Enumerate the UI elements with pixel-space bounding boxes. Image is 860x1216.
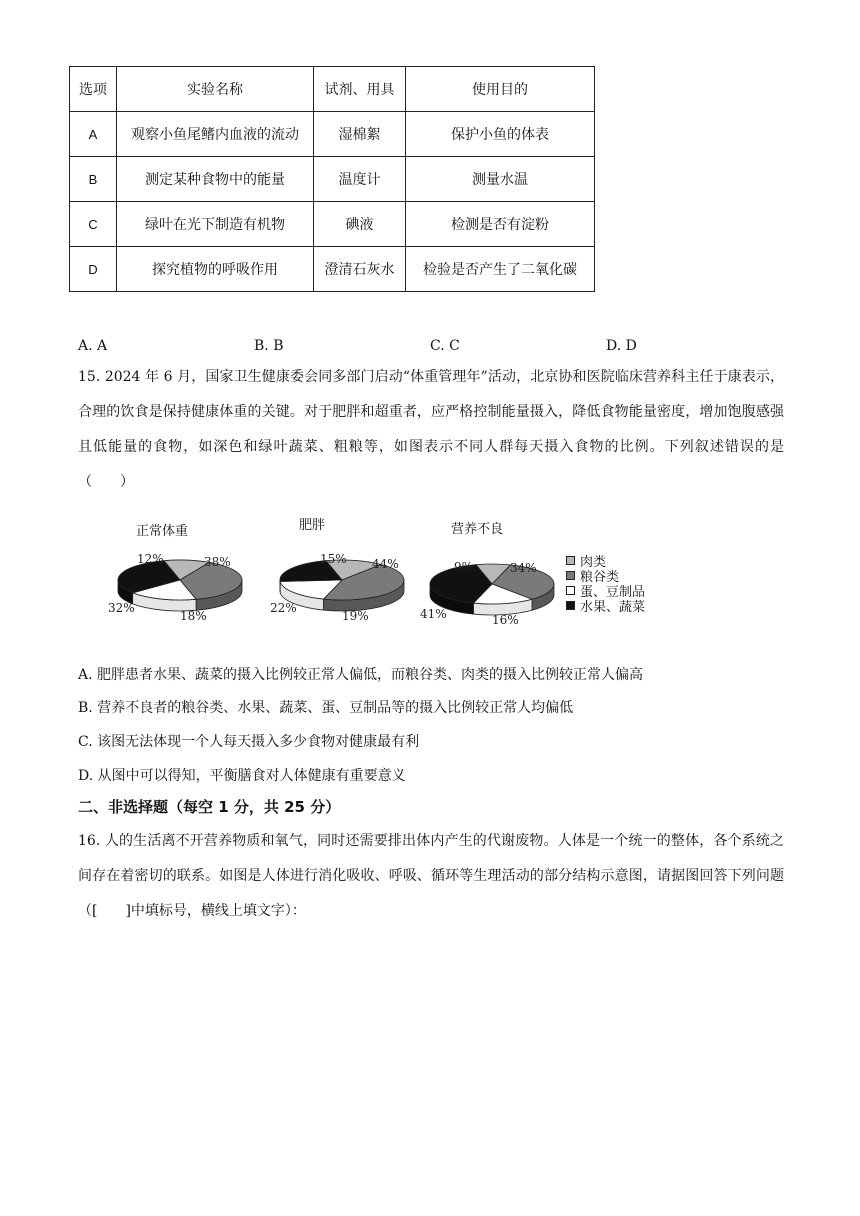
pie-data-label: 32%	[108, 601, 135, 615]
table-cell: 湿棉絮	[314, 112, 406, 157]
table-header-row	[70, 67, 595, 112]
pie-charts	[100, 540, 560, 630]
option-d: D. D	[606, 338, 637, 354]
choice-a: A. 肥胖患者水果、蔬菜的摄入比例较正常人偏低，而粮谷类、肉类的摄入比例较正常人偏高	[78, 667, 644, 683]
table-cell: A	[70, 112, 117, 157]
table-cell: 观察小鱼尾鳍内血液的流动	[117, 112, 314, 157]
table-cell: 测量水温	[406, 157, 595, 202]
choice-c: C. 该图无法体现一个人每天摄入多少食物对健康最有利	[78, 734, 420, 750]
pie-data-label: 34%	[510, 561, 537, 575]
table-cell: 测定某种食物中的能量	[117, 157, 314, 202]
legend-label: 蛋、豆制品	[580, 585, 646, 600]
legend-label: 水果、蔬菜	[580, 600, 646, 615]
pie-chart	[420, 560, 554, 627]
option-a: A. A	[78, 338, 108, 354]
pie-title-malnourished: 营养不良	[451, 522, 504, 537]
table-header: 试剂、用具	[314, 67, 406, 112]
table-row	[70, 157, 595, 202]
choice-b: B. 营养不良者的粮谷类、水果、蔬菜、蛋、豆制品等的摄入比例较正常人均偏低	[78, 700, 574, 716]
experiment-table	[69, 66, 595, 292]
table-cell: 碘液	[314, 202, 406, 247]
legend-label: 肉类	[580, 555, 607, 570]
table-cell: D	[70, 247, 117, 292]
table-cell: 保护小鱼的体表	[406, 112, 595, 157]
pie-chart	[270, 552, 404, 623]
table-cell: 绿叶在光下制造有机物	[117, 202, 314, 247]
option-b: B. B	[254, 338, 284, 354]
legend-item	[566, 598, 645, 613]
table-cell: B	[70, 157, 117, 202]
table-header: 使用目的	[406, 67, 595, 112]
table-cell: C	[70, 202, 117, 247]
table-cell: 检测是否有淀粉	[406, 202, 595, 247]
pie-data-label: 38%	[204, 555, 231, 569]
choice-d: D. 从图中可以得知，平衡膳食对人体健康有重要意义	[78, 768, 406, 784]
pie-title-obese: 肥胖	[299, 518, 326, 533]
legend-label: 粮谷类	[580, 570, 620, 585]
legend-swatch	[566, 586, 575, 595]
question-15-stem: 15. 2024 年 6 月，国家卫生健康委会同多部门启动“体重管理年”活动，北京协和医院临床营养科主任于康表示，合理的饮食是保持健康体重的关键。对于肥胖和超重者，应严格控制能量摄入，降低食物能量密度，增加饱腹感强且低能量的食物，如深色和绿叶蔬菜、粗粮等，如图表示不同人群每天摄入食物的比例。下列叙述错误的是（ ）	[78, 369, 784, 490]
table-row	[70, 112, 595, 157]
pie-data-label: 12%	[137, 552, 164, 566]
pie-title-normal: 正常体重	[136, 524, 189, 539]
table-row	[70, 202, 595, 247]
question-16-stem: 16. 人的生活离不开营养物质和氧气，同时还需要排出体内产生的代谢废物。人体是一个统一的整体，各个系统之间存在着密切的联系。如图是人体进行消化吸收、呼吸、循环等生理活动的部分结构示意图，请据图回答下列问题（[ ]中填标号，横线上填文字）：	[78, 833, 784, 919]
pie-data-label: 15%	[320, 552, 347, 566]
pie-data-label: 44%	[372, 557, 399, 571]
table-header: 实验名称	[117, 67, 314, 112]
pie-chart	[108, 552, 242, 623]
pie-data-label: 16%	[492, 613, 519, 627]
pie-data-label: 9%	[454, 560, 474, 574]
legend-swatch	[566, 571, 575, 580]
pie-data-label: 22%	[270, 601, 297, 615]
table-row	[70, 247, 595, 292]
section-heading: 二、非选择题（每空 1 分，共 25 分）	[78, 798, 341, 816]
pie-data-label: 41%	[420, 607, 447, 621]
pie-data-label: 19%	[342, 609, 369, 623]
table-cell: 澄清石灰水	[314, 247, 406, 292]
table-cell: 探究植物的呼吸作用	[117, 247, 314, 292]
option-c: C. C	[430, 338, 460, 354]
pie-data-label: 18%	[180, 609, 207, 623]
chart-legend	[566, 553, 645, 613]
table-cell: 温度计	[314, 157, 406, 202]
legend-swatch	[566, 556, 575, 565]
table-header: 选项	[70, 67, 117, 112]
legend-swatch	[566, 601, 575, 610]
table-cell: 检验是否产生了二氧化碳	[406, 247, 595, 292]
